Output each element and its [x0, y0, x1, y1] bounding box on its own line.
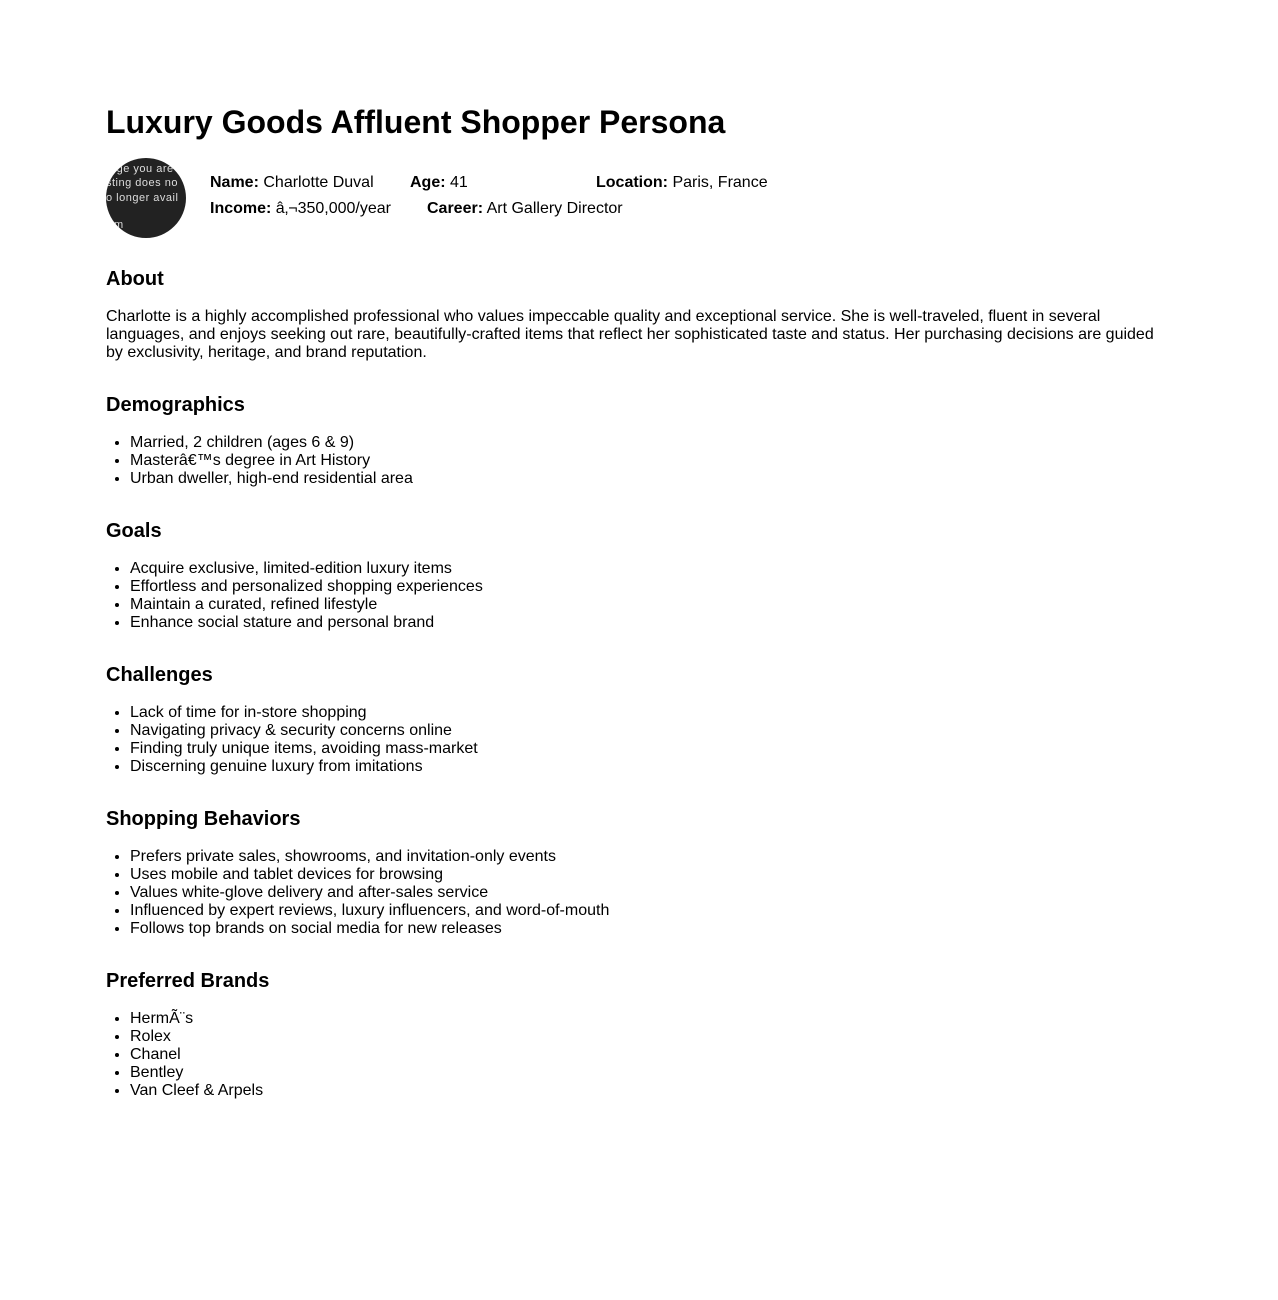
list-item: • Lack of time for in-store shopping	[130, 704, 1166, 722]
section-preferred-brands	[106, 968, 1166, 1100]
list-item: • Maintain a curated, refined lifestyle	[130, 596, 1166, 614]
section-demographics	[106, 392, 1166, 488]
list-item: • Values white-glove delivery and after-sales service	[130, 884, 1166, 902]
list-item: • Follows top brands on social media for new releases	[130, 920, 1166, 938]
list-item: • Urban dweller, high-end residential area	[130, 470, 1166, 488]
income-field: Income: â‚¬350,000/year	[210, 200, 391, 217]
list-item: • Chanel	[130, 1046, 1166, 1064]
list-item: • Navigating privacy & security concerns online	[130, 722, 1166, 740]
section-list	[106, 434, 1166, 488]
section-heading: Challenges	[106, 664, 213, 686]
about-section	[106, 266, 1166, 362]
age-field: Age: 41	[410, 174, 468, 191]
list-item: • HermÃ¨s	[130, 1010, 1166, 1028]
list-item: • Effortless and personalized shopping experiences	[130, 578, 1166, 596]
list-item: • Masterâ€™s degree in Art History	[130, 452, 1166, 470]
avatar-alt-text: age you are	[110, 163, 174, 175]
list-item: • Rolex	[130, 1028, 1166, 1046]
avatar-alt-text: o longer avail	[106, 192, 179, 204]
about-text: Charlotte is a highly accomplished professional who values impeccable quality and exceptional service. She is well-traveled, fluent in several languages, and enjoys seeking out rare, beautifully-crafted items that reflect her sophisticated taste and status. Her purchasing decisions are guided by exclusivity, heritage, and brand reputation.	[106, 308, 1154, 361]
list-item: • Finding truly unique items, avoiding mass-market	[130, 740, 1166, 758]
profile-info	[210, 170, 768, 222]
career-field: Career: Art Gallery Director	[427, 200, 623, 217]
list-item: • Prefers private sales, showrooms, and invitation-only events	[130, 848, 1166, 866]
avatar-alt-text: m	[114, 219, 124, 231]
section-challenges	[106, 662, 1166, 776]
section-list	[106, 1010, 1166, 1100]
list-item: • Enhance social stature and personal brand	[130, 614, 1166, 632]
profile-header	[106, 158, 1166, 240]
section-shopping-behaviors	[106, 806, 1166, 938]
section-heading: Demographics	[106, 394, 245, 416]
name-field: Name: Charlotte Duval	[210, 174, 374, 191]
list-item: • Married, 2 children (ages 6 & 9)	[130, 434, 1166, 452]
section-list	[106, 848, 1166, 938]
list-item: • Van Cleef & Arpels	[130, 1082, 1166, 1100]
section-list	[106, 704, 1166, 776]
section-heading: About	[106, 268, 164, 290]
section-heading: Preferred Brands	[106, 970, 270, 992]
persona	[106, 100, 1166, 1100]
section-heading: Shopping Behaviors	[106, 808, 301, 830]
list-item: • Acquire exclusive, limited-edition luxury items	[130, 560, 1166, 578]
section-list	[106, 560, 1166, 632]
list-item: • Discerning genuine luxury from imitations	[130, 758, 1166, 776]
page-title: Luxury Goods Affluent Shopper Persona	[106, 104, 726, 140]
avatar-alt-text: sting does no	[106, 177, 178, 189]
section-heading: Goals	[106, 520, 162, 542]
avatar	[106, 158, 186, 238]
list-item: • Bentley	[130, 1064, 1166, 1082]
section-goals	[106, 518, 1166, 632]
list-item: • Influenced by expert reviews, luxury influencers, and word-of-mouth	[130, 902, 1166, 920]
list-item: • Uses mobile and tablet devices for browsing	[130, 866, 1166, 884]
location-field: Location: Paris, France	[596, 174, 768, 191]
